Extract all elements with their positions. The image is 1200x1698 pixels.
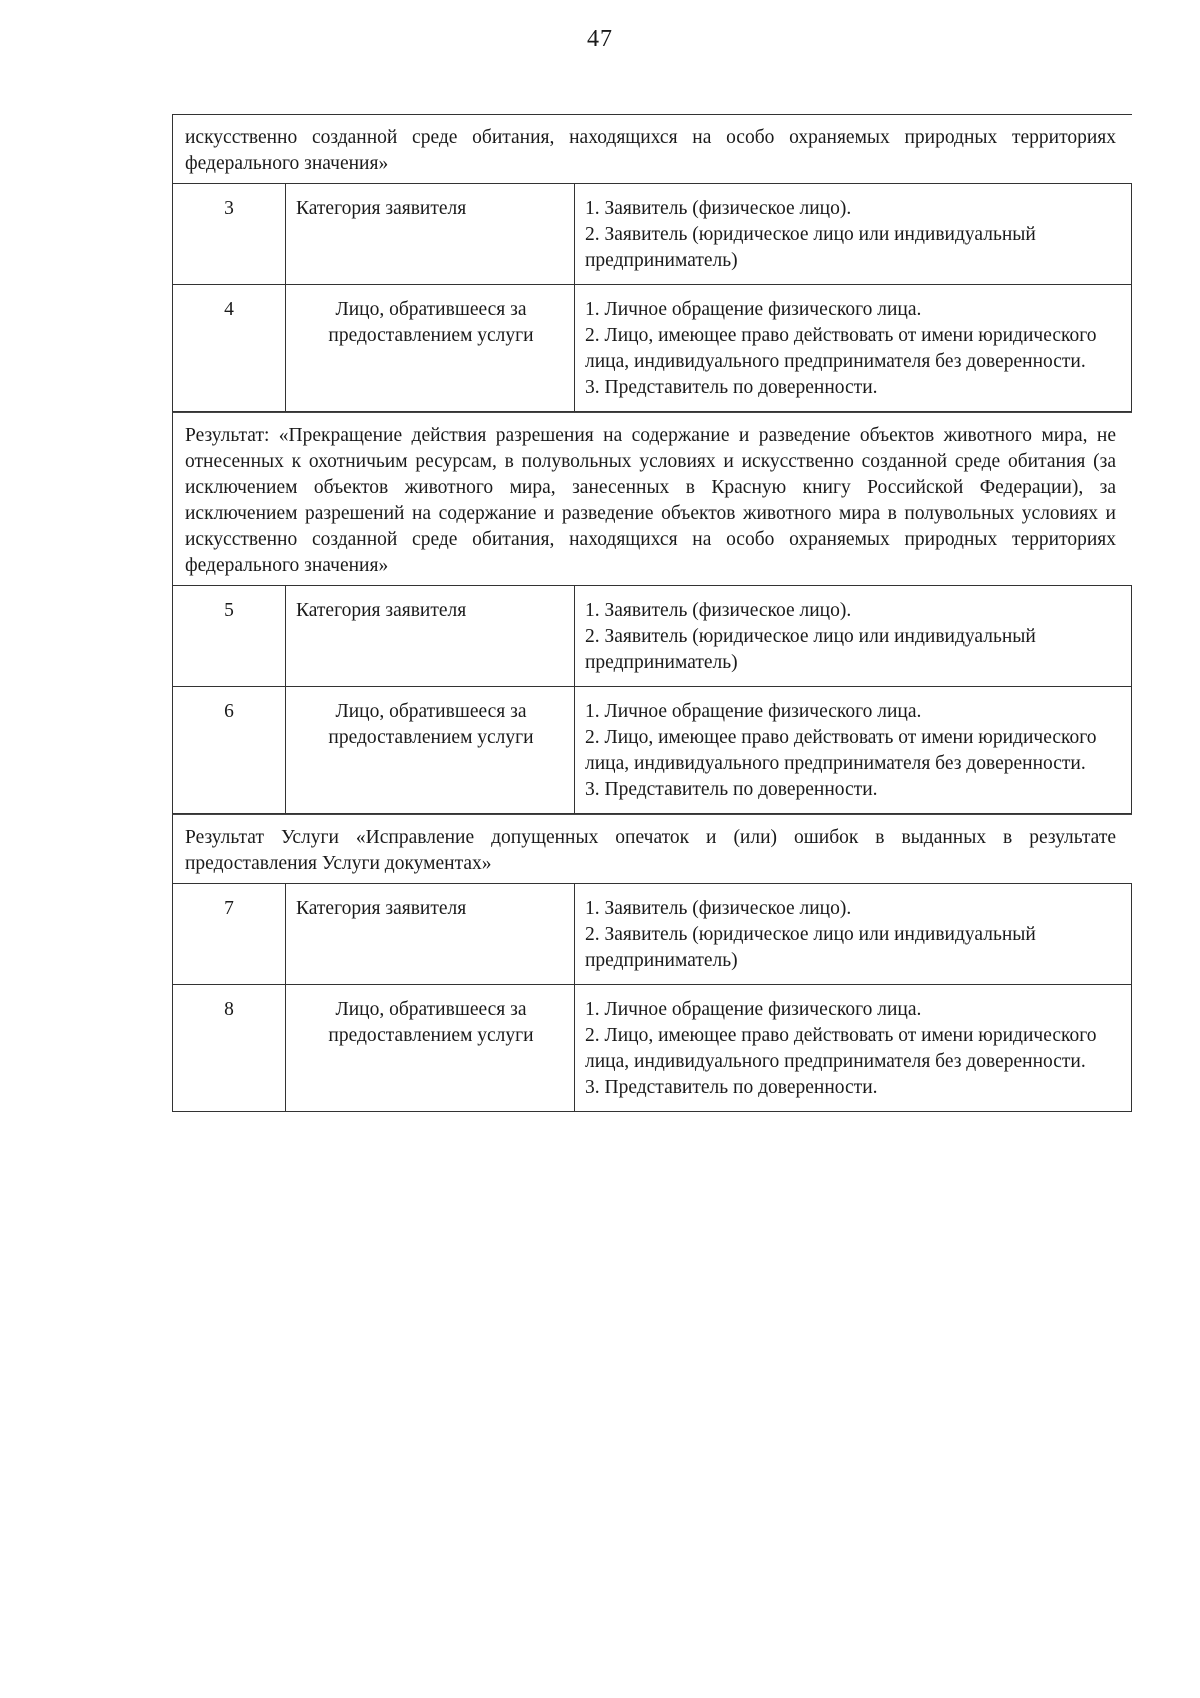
table-row <box>173 285 1132 412</box>
row-category: Категория заявителя <box>286 184 575 285</box>
option-line: 1. Личное обращение физического лица. <box>585 701 922 722</box>
option-line: 2. Лицо, имеющее право действовать от имени юридического лица, индивидуального предпринимателя без доверенности. <box>585 325 1097 372</box>
row-options <box>575 586 1132 687</box>
applicant-table-2 <box>172 585 1132 814</box>
option-line: 2. Лицо, имеющее право действовать от имени юридического лица, индивидуального предпринимателя без доверенности. <box>585 1025 1097 1072</box>
page-number: 47 <box>587 26 613 52</box>
option-line: 1. Заявитель (физическое лицо). <box>585 898 852 919</box>
option-line: 2. Заявитель (юридическое лицо или индивидуальный предприниматель) <box>585 626 1036 673</box>
row-number: 7 <box>173 884 286 985</box>
option-line: 2. Лицо, имеющее право действовать от имени юридического лица, индивидуального предпринимателя без доверенности. <box>585 727 1097 774</box>
row-number: 4 <box>173 285 286 412</box>
table-row <box>173 985 1132 1112</box>
row-options <box>575 687 1132 814</box>
option-line: 2. Заявитель (юридическое лицо или индивидуальный предприниматель) <box>585 924 1036 971</box>
result-heading: Результат Услуги «Исправление допущенных опечаток и (или) ошибок в выданных в результате предоставления Услуги документах» <box>172 814 1132 883</box>
option-line: 1. Заявитель (физическое лицо). <box>585 198 852 219</box>
option-line: 3. Представитель по доверенности. <box>585 1077 878 1098</box>
applicant-table-1 <box>172 183 1132 412</box>
applicant-table-3 <box>172 883 1132 1112</box>
document-body <box>172 114 1132 1112</box>
table-row <box>173 687 1132 814</box>
row-number: 3 <box>173 184 286 285</box>
row-category: Категория заявителя <box>286 884 575 985</box>
row-options <box>575 884 1132 985</box>
row-category: Категория заявителя <box>286 586 575 687</box>
option-line: 1. Личное обращение физического лица. <box>585 999 922 1020</box>
result-heading: Результат: «Прекращение действия разрешения на содержание и разведение объектов животного мира, не отнесенных к охотничьим ресурсам, в полувольных условиях и искусственно созданной среде обитания (за исключением объектов животного мира, занесенных в Красную книгу Российской Федерации), за исключением разрешений на содержание и разведение объектов животного мира в полувольных условиях и искусственно созданной среде обитания, находящихся на особо охраняемых природных территориях федерального значения» <box>172 412 1132 585</box>
option-line: 1. Заявитель (физическое лицо). <box>585 600 852 621</box>
row-number: 8 <box>173 985 286 1112</box>
table-row <box>173 586 1132 687</box>
option-line: 3. Представитель по доверенности. <box>585 779 878 800</box>
row-options <box>575 985 1132 1112</box>
row-number: 5 <box>173 586 286 687</box>
row-category: Лицо, обратившееся за предоставлением услуги <box>286 985 575 1112</box>
row-number: 6 <box>173 687 286 814</box>
row-category: Лицо, обратившееся за предоставлением услуги <box>286 687 575 814</box>
option-line: 2. Заявитель (юридическое лицо или индивидуальный предприниматель) <box>585 224 1036 271</box>
row-category: Лицо, обратившееся за предоставлением услуги <box>286 285 575 412</box>
row-options <box>575 285 1132 412</box>
option-line: 1. Личное обращение физического лица. <box>585 299 922 320</box>
row-options <box>575 184 1132 285</box>
option-line: 3. Представитель по доверенности. <box>585 377 878 398</box>
intro-text: искусственно созданной среде обитания, находящихся на особо охраняемых природных территориях федерального значения» <box>172 114 1132 183</box>
table-row <box>173 884 1132 985</box>
table-row <box>173 184 1132 285</box>
